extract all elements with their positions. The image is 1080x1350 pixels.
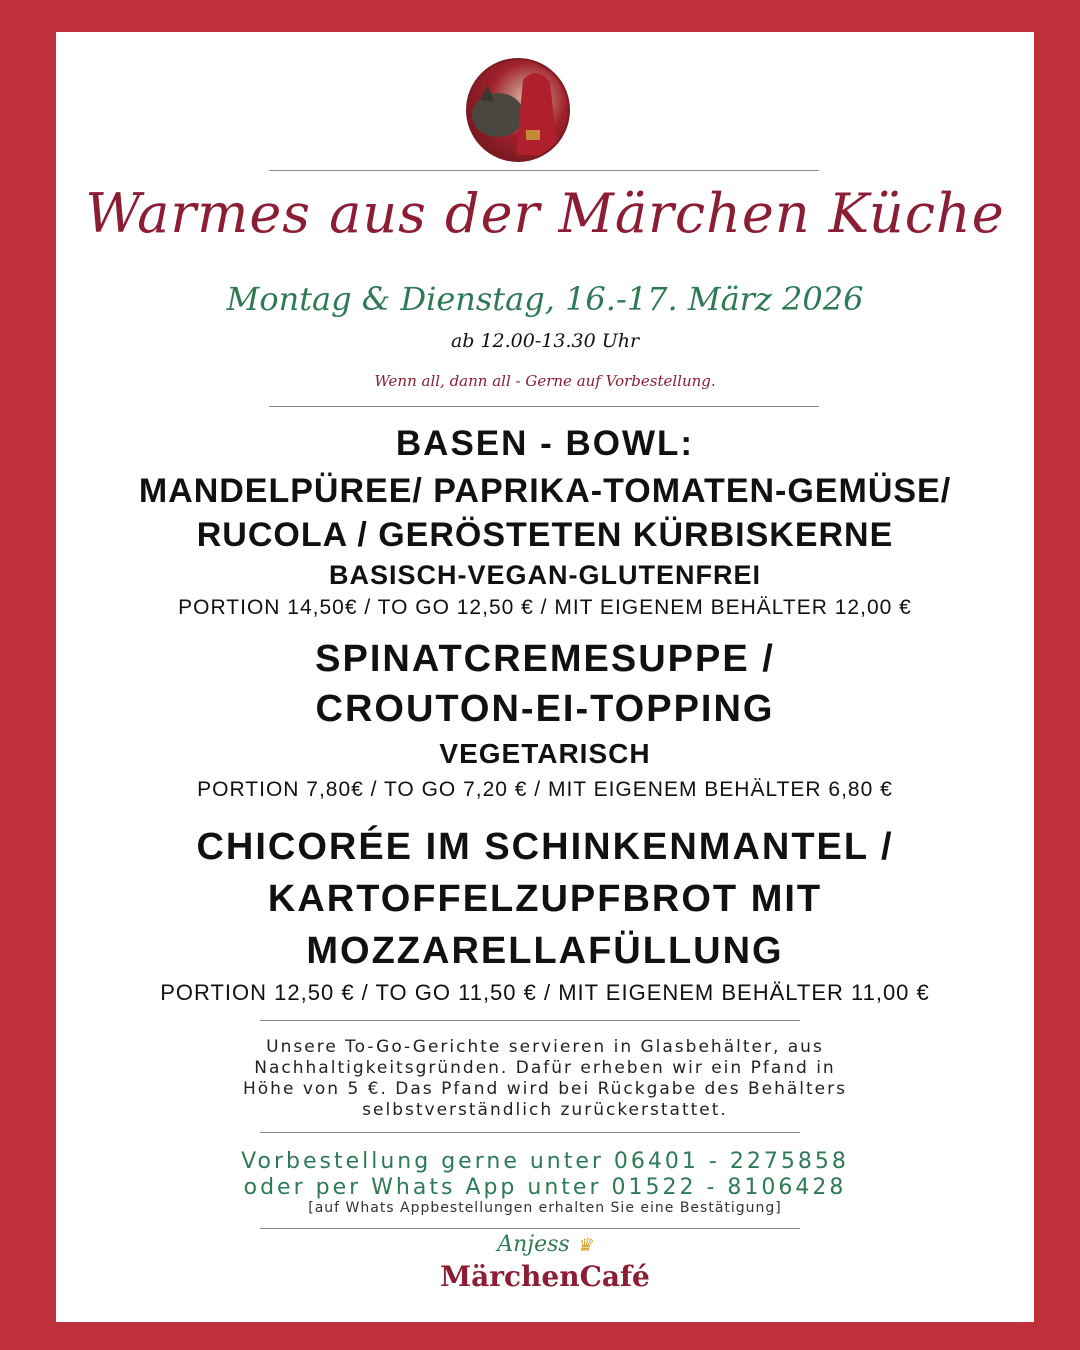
divider: [260, 1228, 800, 1229]
contact-info: [56, 1149, 1034, 1201]
logo-brand: Anjess: [497, 1232, 570, 1257]
divider: [269, 170, 819, 171]
info-line: Unsere To-Go-Gerichte servieren in Glasbehälter, aus: [266, 1037, 824, 1057]
preorder-note: Wenn all, dann all - Gerne auf Vorbestellung.: [374, 372, 716, 390]
divider: [269, 406, 819, 407]
wolf-and-red-riding-hood-icon: [468, 60, 568, 160]
phone-line: Vorbestellung gerne unter 06401 - 2275858: [241, 1149, 849, 1174]
dish-line: MANDELPÜREE/ PAPRIKA-TOMATEN-GEMÜSE/: [138, 472, 952, 510]
info-line: selbstverständlich zurückerstattet.: [362, 1100, 728, 1120]
crown-icon: ♛: [576, 1235, 593, 1256]
confirmation-note: [auf Whats Appbestellungen erhalten Sie eine Bestätigung]: [308, 1200, 782, 1216]
dish-line: CHICORÉE IM SCHINKENMANTEL /: [196, 826, 894, 868]
dish-price: PORTION 7,80€ / TO GO 7,20 € / MIT EIGENEM BEHÄLTER 6,80 €: [197, 778, 893, 801]
deposit-info: [56, 1037, 1034, 1121]
dish-price: PORTION 14,50€ / TO GO 12,50 € / MIT EIGENEM BEHÄLTER 12,00 €: [178, 596, 912, 619]
serving-time: ab 12.00-13.30 Uhr: [450, 330, 640, 352]
dish-price: PORTION 12,50 € / TO GO 11,50 € / MIT EIGENEM BEHÄLTER 11,00 €: [160, 980, 930, 1005]
menu-date: Montag & Dienstag, 16.-17. März 2026: [226, 280, 864, 318]
info-line: Höhe von 5 €. Das Pfand wird bei Rückgabe des Behälters: [243, 1079, 847, 1099]
page-title: Warmes aus der Märchen Küche: [85, 182, 1005, 245]
menu-card: [56, 32, 1034, 1322]
divider: [260, 1132, 800, 1133]
logo-top-text: [56, 1232, 1034, 1257]
dish-tag: BASISCH-VEGAN-GLUTENFREI: [328, 560, 761, 590]
dish-line: KARTOFFELZUPFBROT MIT: [267, 878, 823, 920]
logo-cafe-name: MärchenCafé: [440, 1260, 650, 1293]
dish-tag: VEGETARISCH: [439, 738, 651, 769]
whatsapp-line: oder per Whats App unter 01522 - 8106428: [243, 1175, 847, 1200]
dish-line: CROUTON-EI-TOPPING: [315, 688, 775, 730]
fairytale-medallion-image: [466, 58, 570, 162]
dish-line: RUCOLA / GERÖSTETEN KÜRBISKERNE: [196, 516, 894, 554]
divider: [260, 1020, 800, 1021]
info-line: Nachhaltigkeitsgründen. Dafür erheben wir ein Pfand in: [254, 1058, 836, 1078]
dish-line: MOZZARELLAFÜLLUNG: [306, 930, 784, 972]
dish-line: SPINATCREMESUPPE /: [315, 638, 775, 680]
dish-heading: BASEN - BOWL:: [395, 424, 695, 463]
